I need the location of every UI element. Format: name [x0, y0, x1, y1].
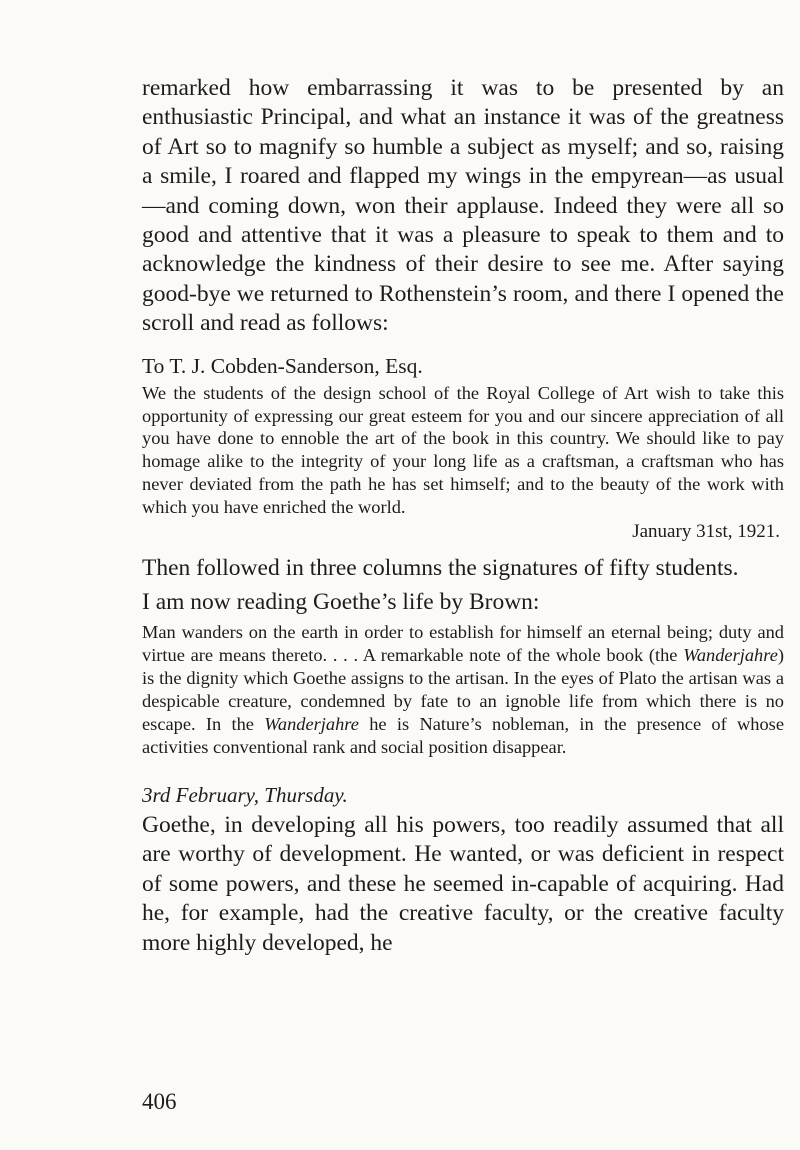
goethe-quote: [142, 621, 784, 759]
scroll-date: January 31st, 1921.: [632, 521, 780, 543]
signatures-note: Then followed in three columns the signatures of fifty students.: [142, 555, 739, 582]
goethe-quote-part: he is Nature’s nobleman, in the presence of whose activities conventional rank and social position disappear.: [142, 713, 784, 757]
scroll-addressee: To T. J. Cobden-Sanderson, Esq.: [142, 353, 423, 378]
goethe-quote-part: ) is the dignity which Goethe assigns to the artisan. In the eyes of Plato the artisan was a despicable creature, condemned by fate to an ignoble life from which there is no escape. In the: [142, 644, 784, 734]
goethe-book-title: Wanderjahre: [264, 713, 359, 734]
diary-entry-text: Goethe, in developing all his powers, too readily assumed that all are worthy of development. He wanted, or was deficient in respect of some powers, and these he seemed in-capable of acquiring. Had he, for example, had the creative faculty, or the creative faculty more highly developed, he: [142, 811, 784, 956]
diary-date-heading: 3rd February, Thursday.: [142, 782, 348, 807]
opening-paragraph: remarked how embarrassing it was to be presented by an enthusiastic Principal, and what an instance it was of the greatness of Art so to magnify so humble a subject as myself; and so, raising a smile, I roared and flapped my wings in the empyrean—as usual—and coming down, won their applause. Indeed they were all so good and attentive that it was a pleasure to speak to them and to acknowledge the kindness of their desire to see me. After saying good-bye we returned to Rothenstein’s room, and there I opened the scroll and read as follows:: [142, 75, 784, 337]
goethe-quote-part: Man wanders on the earth in order to establish for himself an eternal being; duty and virtue are means thereto. . . . A remarkable note of the whole book (the: [142, 621, 784, 665]
goethe-book-title: Wanderjahre: [683, 644, 778, 665]
page-number: 406: [142, 1089, 177, 1114]
reading-note: I am now reading Goethe’s life by Brown:: [142, 588, 540, 615]
scroll-text: We the students of the design school of the Royal College of Art wish to take this opportunity of expressing our great esteem for you and our sincere appreciation of all you have done to ennoble the art of the book in this country. We should like to pay homage alike to the integrity of your long life as a craftsman, a craftsman who has never deviated from the path he has set himself; and to the beauty of the work with which you have enriched the world.: [142, 382, 784, 518]
page-content: [142, 74, 784, 958]
